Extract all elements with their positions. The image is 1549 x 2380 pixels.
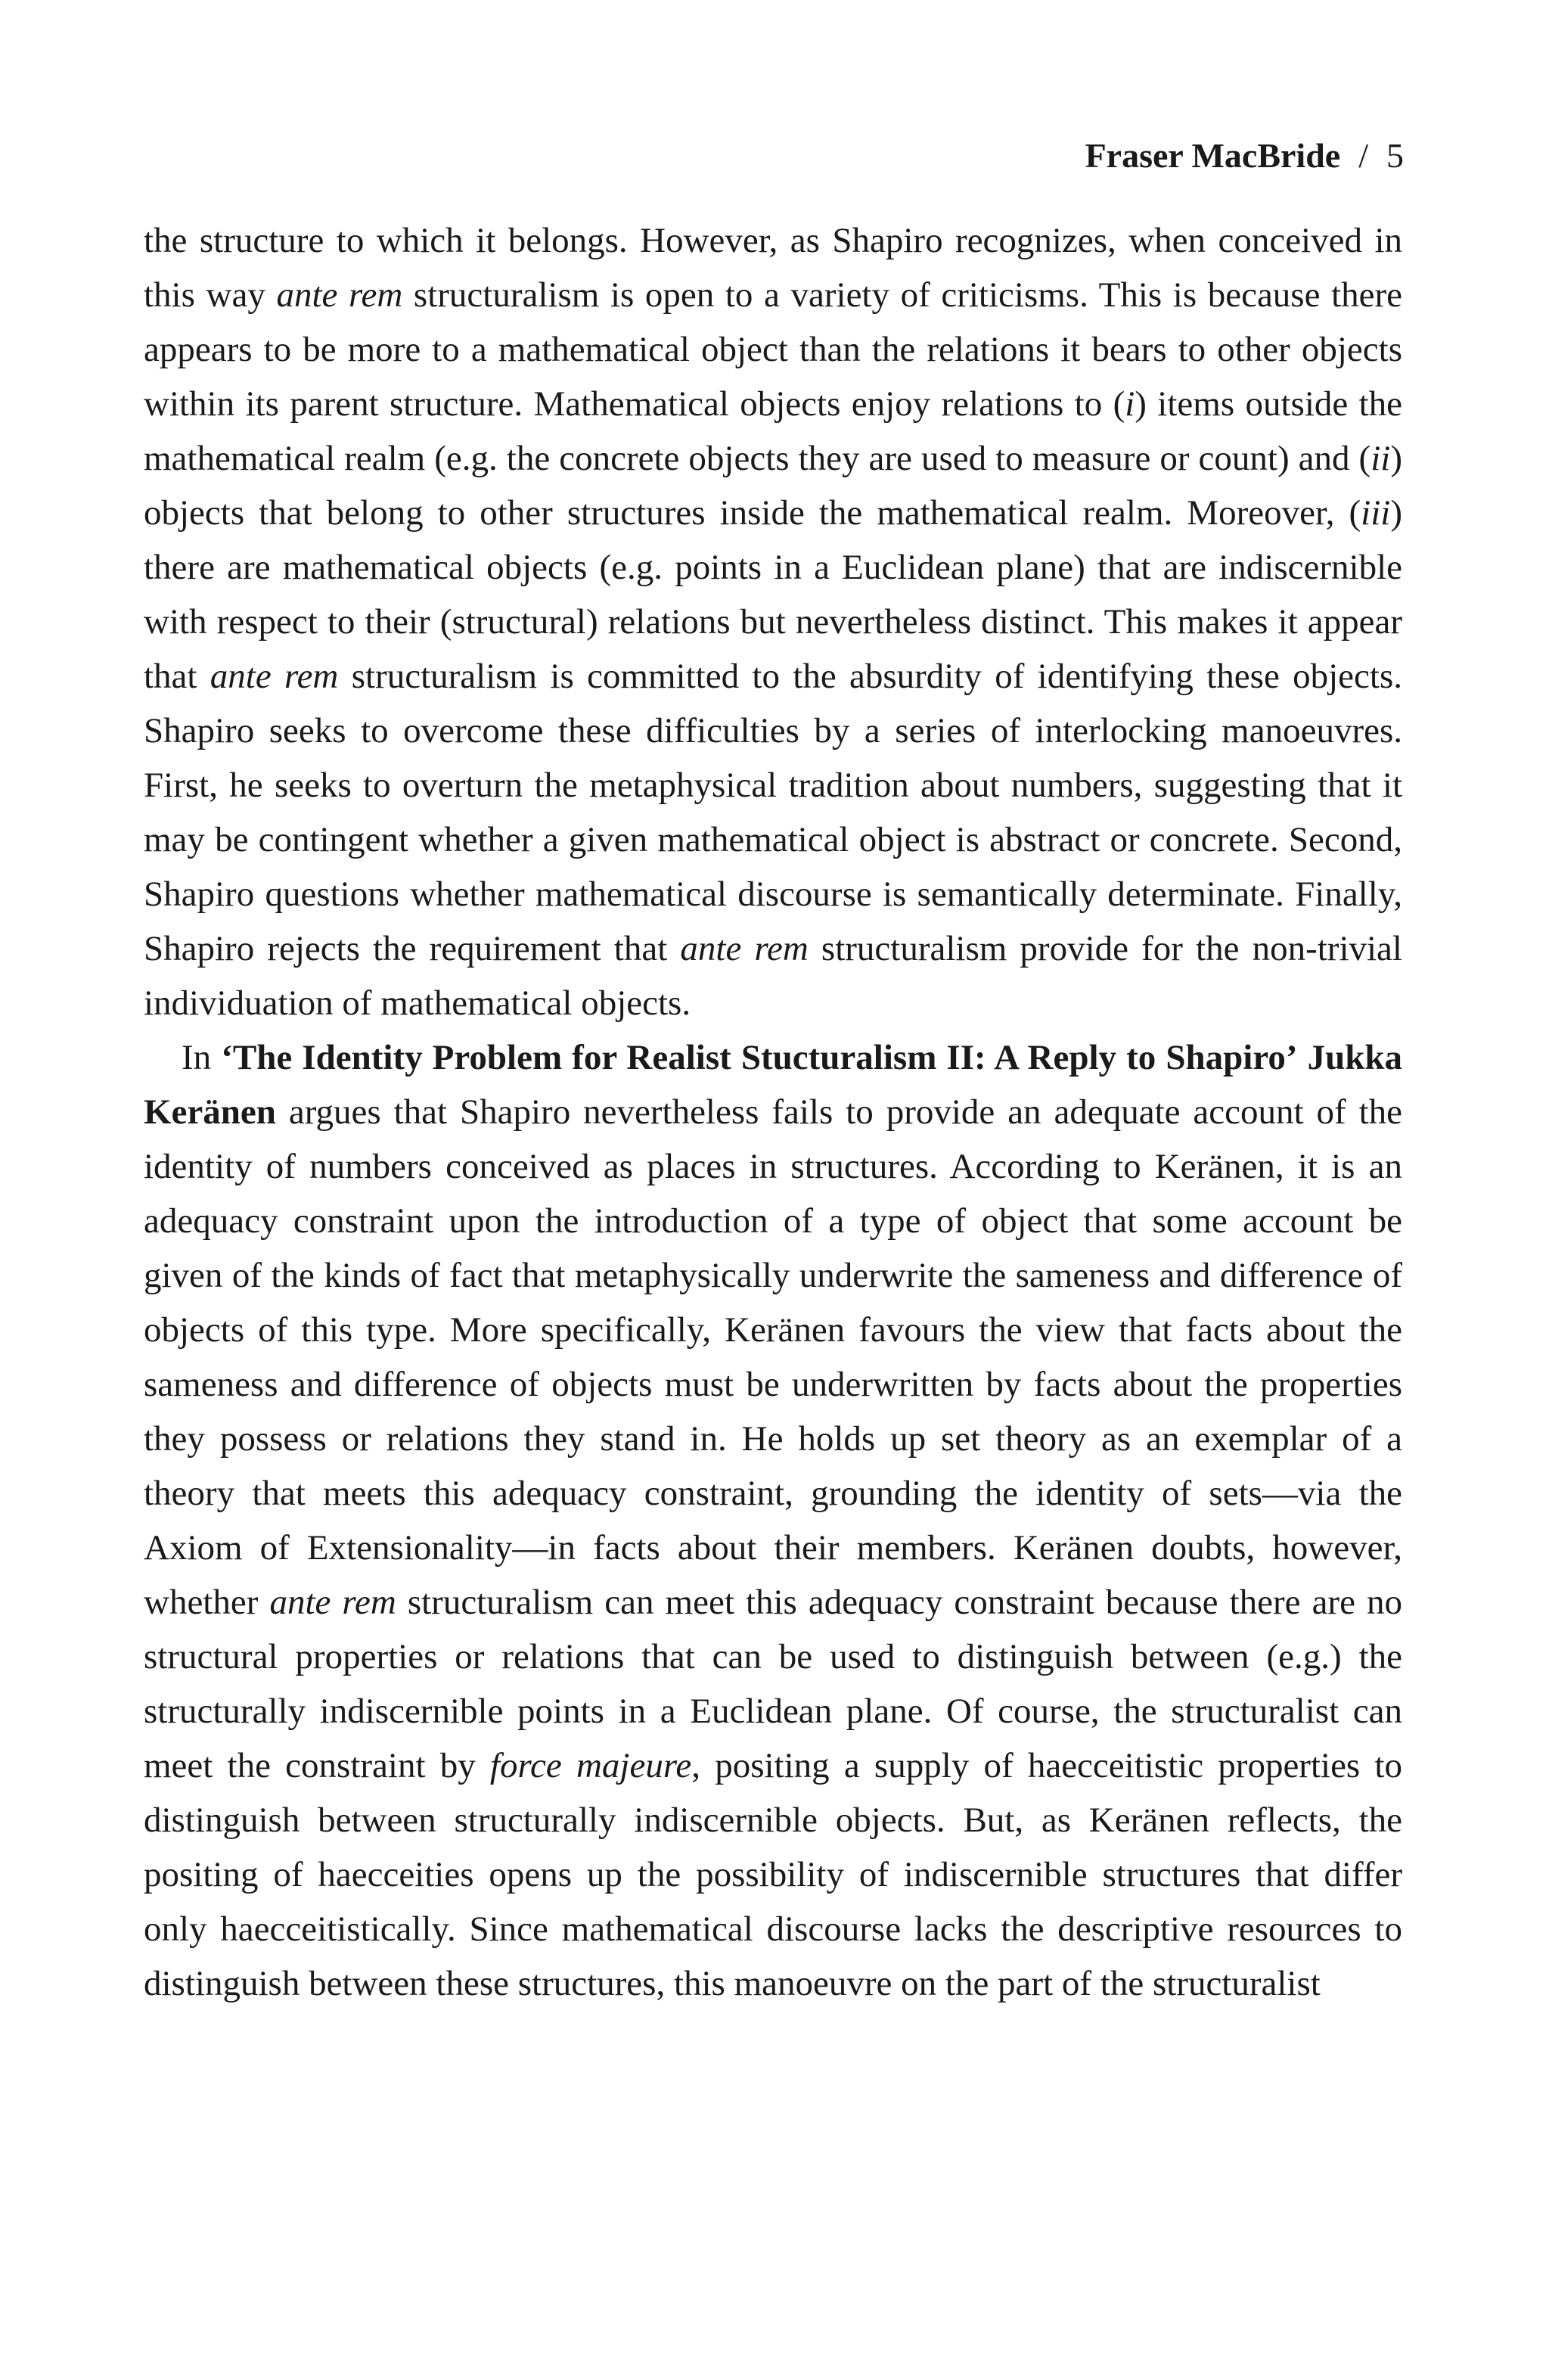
text-run: structuralism is committed to the absurdity of identifying these objects. Shapiro seeks to overcome these difficulties by a series of interlocking manoeuvres. First, he seeks to overturn the metaphysical tradition about numbers, suggesting that it may be contingent whether a given mathematical object is abstract or concrete. Second, Shapiro questions whether mathematical discourse is semantically determinate. Finally, Shapiro rejects the requirement that bbox=[144, 657, 1403, 968]
running-header-author: Fraser MacBride bbox=[1085, 136, 1341, 175]
italic-numeral: i bbox=[1125, 384, 1135, 424]
article-title: ‘The Identity Problem for Realist Stucturalism II: A Reply to Shapiro’ bbox=[221, 1038, 1298, 1077]
text-run: the structure to which it belongs. However, as Shapiro recognizes, when conceived in this way bbox=[144, 221, 1402, 315]
text-run: In bbox=[182, 1038, 222, 1077]
running-header-separator: / bbox=[1358, 136, 1368, 175]
italic-term: ante rem bbox=[680, 929, 809, 968]
paragraph-2 bbox=[144, 1030, 1402, 2011]
paragraph-1 bbox=[144, 213, 1402, 1030]
italic-term: ante rem bbox=[210, 657, 339, 696]
text-run: ) objects that belong to other structures inside the mathematical realm. Moreover, ( bbox=[144, 439, 1402, 533]
text-run: structuralism provide for the non-trivial individuation of mathematical objects. bbox=[144, 929, 1402, 1023]
main-text bbox=[144, 213, 1402, 2011]
italic-numeral: ii bbox=[1371, 439, 1391, 478]
page-number: 5 bbox=[1386, 136, 1404, 175]
italic-term: ante rem bbox=[276, 275, 403, 315]
italic-term: force majeure bbox=[489, 1746, 692, 1785]
italic-term: ante rem bbox=[269, 1583, 396, 1622]
italic-numeral: iii bbox=[1361, 493, 1391, 533]
text-run: ) items outside the mathematical realm (e.g. the concrete objects they are used to measure or count) and ( bbox=[144, 384, 1402, 478]
text-run: argues that Shapiro nevertheless fails to provide an adequate account of the identity of numbers conceived as places in structures. According to Keränen, it is an adequacy constraint upon the introduction of a type of object that some account be given of the kinds of fact that metaphysically underwrite the sameness and difference of objects of this type. More specifically, Keränen favours the view that facts about the sameness and difference of objects must be underwritten by facts about the properties they possess or relations they stand in. He holds up set theory as an exemplar of a theory that meets this adequacy constraint, grounding the identity of sets—via the Axiom of Extensionality—in facts about their members. Keränen doubts, however, whether bbox=[144, 1092, 1402, 1622]
running-header bbox=[1085, 135, 1404, 177]
text-run: ) there are mathematical objects (e.g. points in a Euclidean plane) that are indiscernible with respect to their (structural) relations but nevertheless distinct. This makes it appear that bbox=[144, 493, 1402, 696]
text-run: structuralism can meet this adequacy constraint because there are no structural properties or relations that can be used to distinguish between (e.g.) the structurally indiscernible points in a Euclidean plane. Of course, the structuralist can meet the constraint by bbox=[144, 1583, 1402, 1785]
text-run: , positing a supply of haecceitistic properties to distinguish between structurally indiscernible objects. But, as Keränen reflects, the positing of haecceities opens up the possibility of indiscernible structures that differ only haecceitistically. Since mathematical discourse lacks the descriptive resources to distinguish between these structures, this manoeuvre on the part of the structuralist bbox=[144, 1746, 1402, 2003]
text-run bbox=[1298, 1038, 1308, 1077]
article-author: Jukka Keränen bbox=[144, 1038, 1402, 1132]
text-run: structuralism is open to a variety of criticisms. This is because there appears to be more to a mathematical object than the relations it bears to other objects within its parent structure. Mathematical objects enjoy relations to ( bbox=[144, 275, 1402, 424]
